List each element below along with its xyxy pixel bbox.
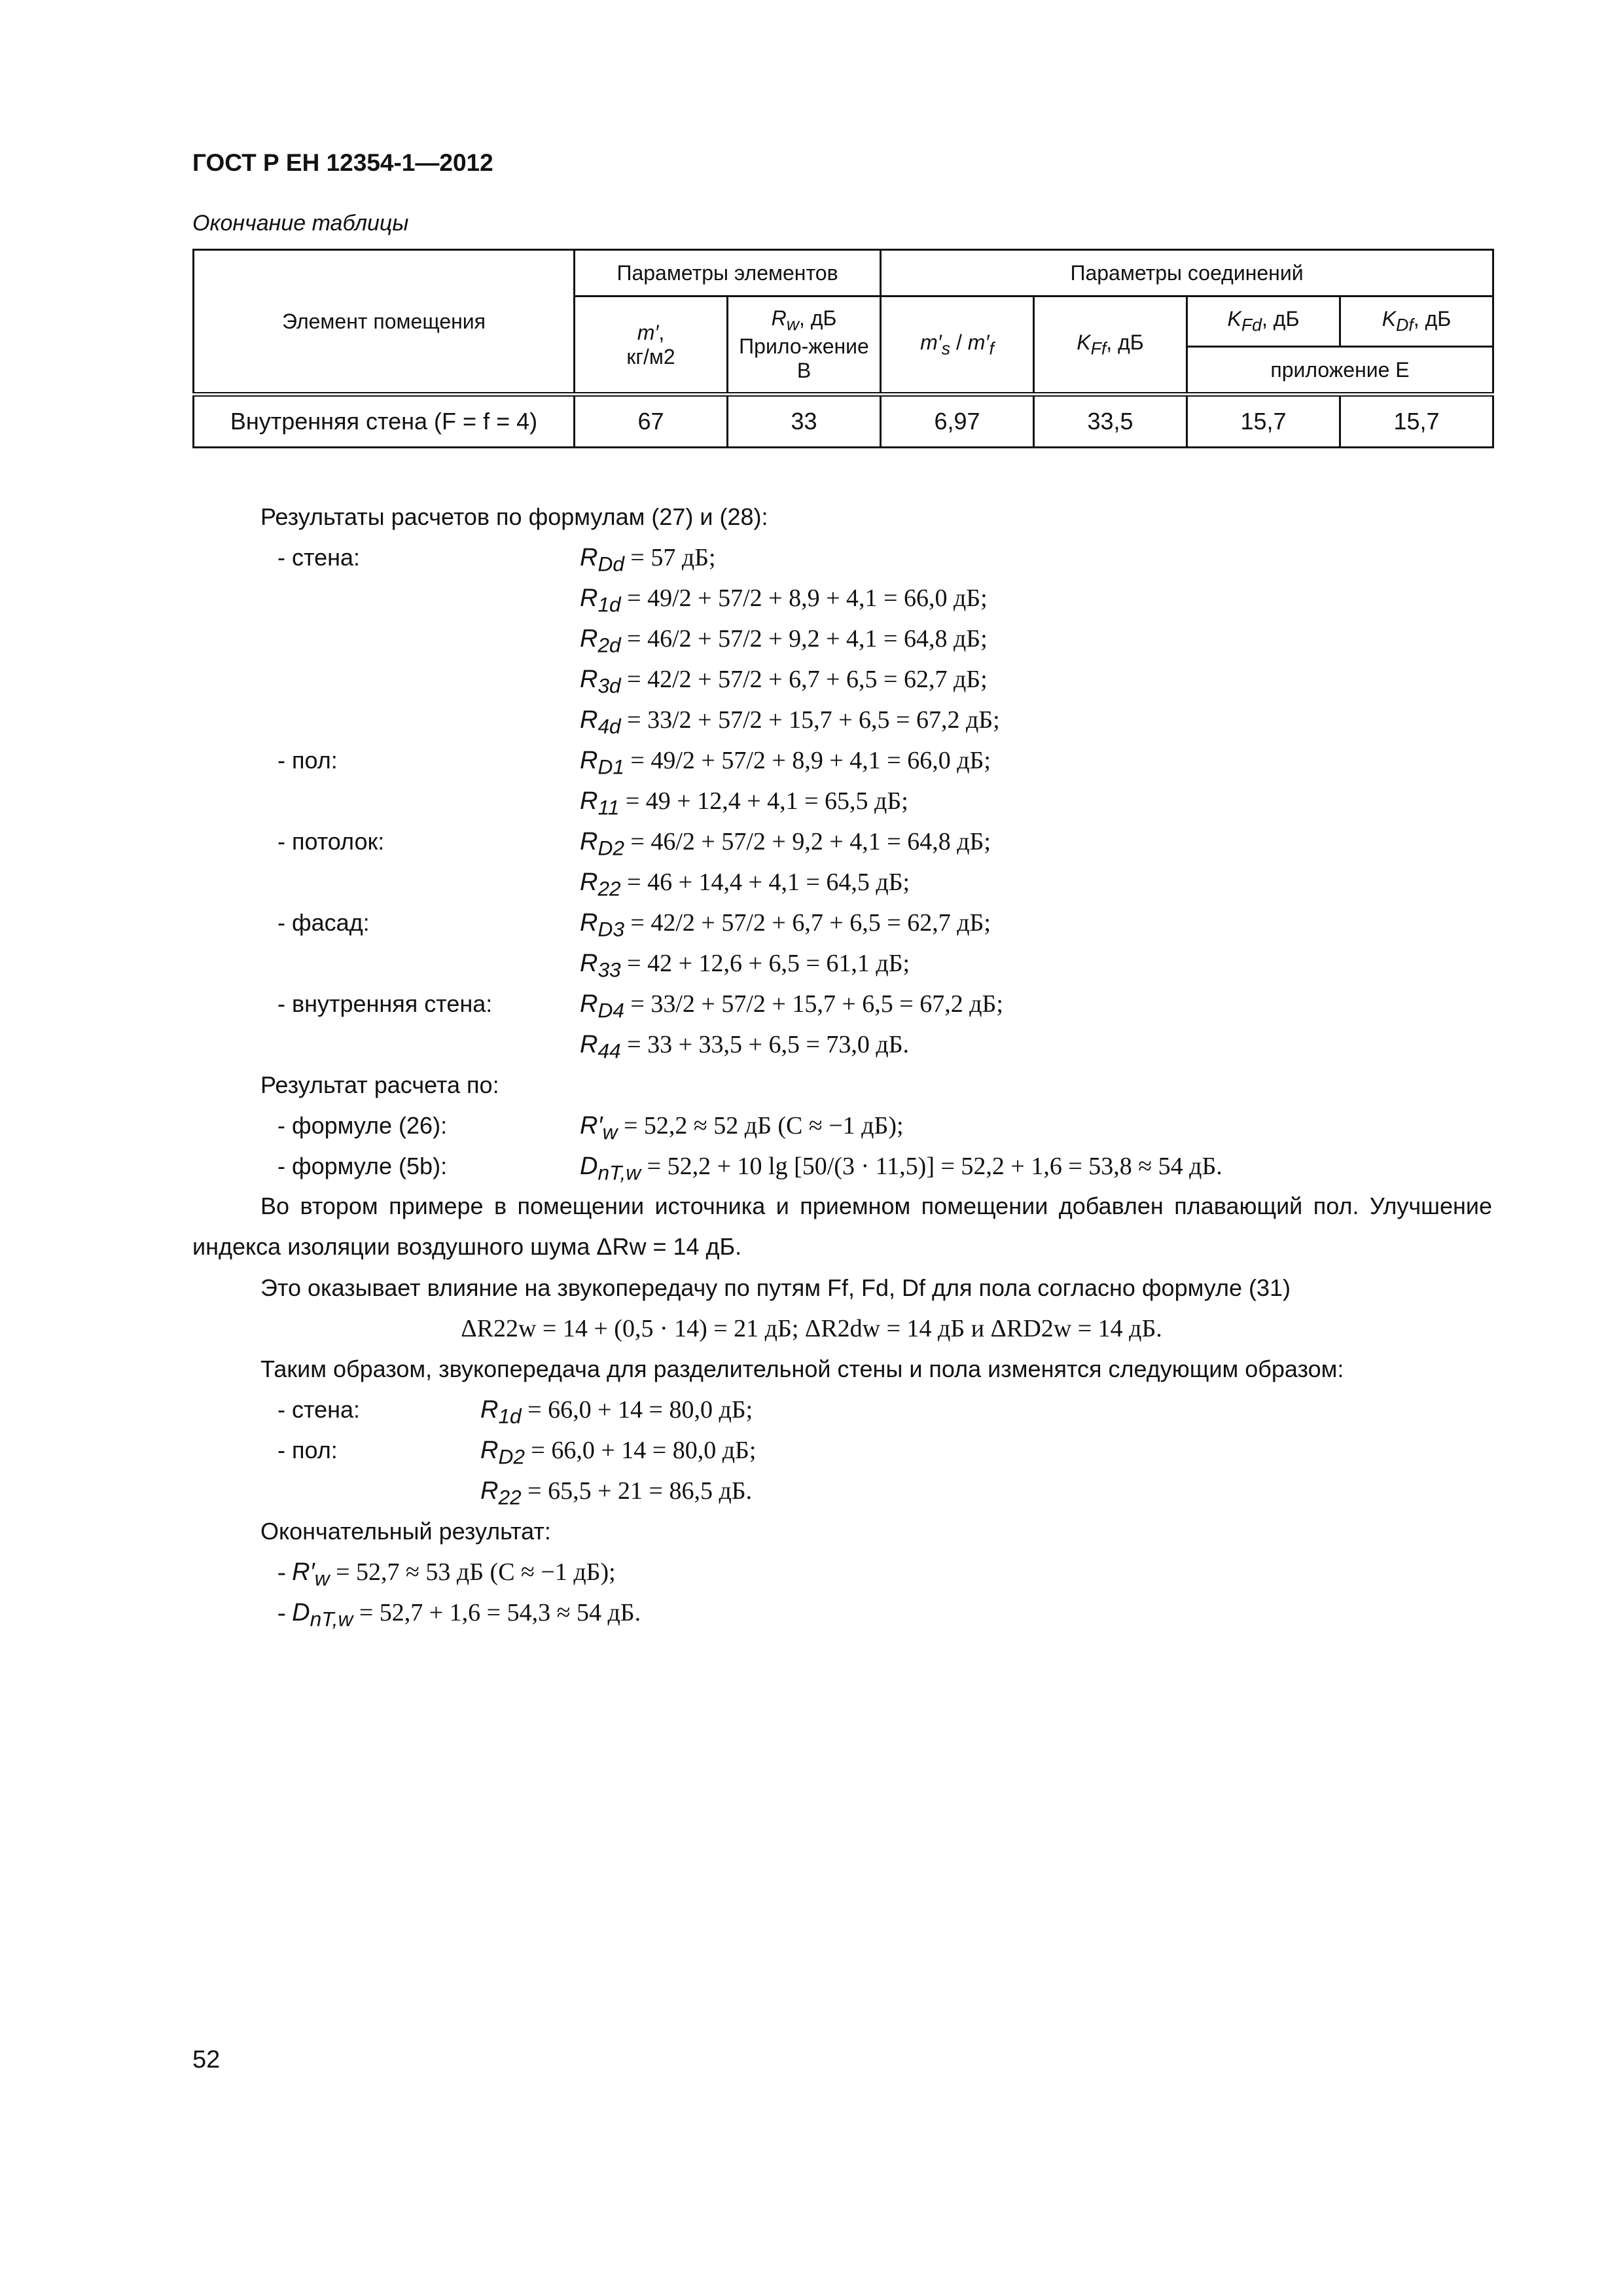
label-wall-2: - стена: [277, 1396, 360, 1423]
label-inner-wall: - внутренняя стена: [277, 990, 493, 1017]
eq-rdd: $R_{Dd} = 57$ дБ; [580, 544, 716, 576]
eq-r2d: $R_{2d} = 46/2 + 57/2 + 9,2 + 4,1 = 64,8$ дБ; [580, 625, 988, 657]
label-ceiling: - потолок: [277, 828, 385, 855]
eq-r3d: $R_{3d} = 42/2 + 57/2 + 6,7 + 6,5 = 62,7$ дБ; [580, 666, 988, 698]
eq-rd3: $R_{D3} = 42/2 + 57/2 + 6,7 + 6,5 = 62,7$ дБ; [580, 909, 991, 941]
eq-rd1: $R_{D1} = 49/2 + 57/2 + 8,9 + 4,1 = 66,0$ дБ; [580, 747, 991, 779]
table-row [194, 395, 1493, 448]
header-kff: $K_{Ff}$, дБ [1034, 296, 1187, 395]
label-floor: - пол: [277, 747, 338, 774]
paragraph-effect: Это оказывает влияние на звукопередачу по путям Ff, Fd, Df для пола согласно формуле (31) [260, 1274, 1291, 1301]
cell-element: Внутренняя стена (F = f = 4) [194, 395, 575, 448]
eq-r22: $R_{22} = 46 + 14,4 + 4,1 = 64,5$ дБ; [580, 869, 910, 901]
label-facade: - фасад: [277, 909, 370, 936]
label-floor-2: - пол: [277, 1437, 338, 1463]
label-formula-5b: - формуле (5b): [277, 1153, 448, 1179]
header-room-element: Элемент помещения [194, 250, 575, 395]
header-annex-e: приложение Е [1187, 347, 1493, 395]
document-title: ГОСТ Р ЕН 12354-1—2012 [192, 149, 493, 176]
header-element-params: Параметры элементов [575, 250, 881, 296]
eq-r44: $R_{44} = 33 + 33,5 + 6,5 = 73,0$ дБ. [580, 1031, 910, 1063]
header-kff-unit: , дБ [1106, 330, 1144, 354]
header-mass-ratio: $m'_s / m'_f$ [881, 296, 1034, 395]
cell-kdf: 15,7 [1340, 395, 1493, 448]
cell-kfd: 15,7 [1187, 395, 1340, 448]
cell-ratio: 6,97 [881, 395, 1034, 448]
page-number: 52 [192, 2046, 221, 2073]
final-dntw: - $D_{nT,w} = 52,7 + 1,6 = 54,3 \approx 54$ дБ. [277, 1599, 641, 1631]
header-rw: $R_w$, дБ Прило-жение В [728, 296, 881, 395]
cell-rw: 33 [728, 395, 881, 448]
header-joint-params: Параметры соединений [881, 250, 1493, 296]
header-kfd-unit: , дБ [1262, 307, 1300, 331]
final-rw: - $R'_w = 52,7 \approx 53$ дБ (С ≈ −1 дБ); [277, 1558, 616, 1590]
cell-mass: 67 [575, 395, 728, 448]
label-formula-26: - формуле (26): [277, 1112, 448, 1139]
header-rw-unit: , дБ [798, 306, 837, 331]
eq2-r1d: $R_{1d} = 66,0 + 14 = 80,0$ дБ; [480, 1396, 753, 1428]
header-mass-unit: кг/м2 [626, 344, 675, 368]
results-intro: Результаты расчетов по формулам (27) и (28): [260, 503, 768, 530]
header-rw-note: Прило-жение В [739, 334, 869, 383]
eq-delta: ΔR22w = 14 + (0,5 · 14) = 21 дБ; ΔR2dw = 14 дБ и ΔRD2w = 14 дБ. [461, 1315, 1162, 1342]
table-caption: Окончание таблицы [192, 211, 409, 236]
final-title: Окончательный результат: [260, 1518, 551, 1545]
paragraph-thus: Таким образом, звукопередача для разделительной стены и пола изменятся следующим образом: [260, 1355, 1344, 1382]
parameters-table [192, 249, 1494, 448]
eq-rd4: $R_{D4} = 33/2 + 57/2 + 15,7 + 6,5 = 67,2$ дБ; [580, 990, 1003, 1022]
eq-dntw: $D_{nT,w} = 52,2 + 10$ lg [50/(3 · 11,5)] = 52,2 + 1,6 = 53,8 ≈ 54 дБ. [580, 1153, 1222, 1185]
eq-r1d: $R_{1d} = 49/2 + 57/2 + 8,9 + 4,1 = 66,0$ дБ; [580, 584, 988, 617]
header-kdf-unit: , дБ [1413, 307, 1452, 331]
cell-kff: 33,5 [1034, 395, 1187, 448]
eq2-rd2: $R_{D2} = 66,0 + 14 = 80,0$ дБ; [480, 1437, 757, 1469]
eq-rw: $R'_w = 52,2 \approx 52$ дБ (С ≈ −1 дБ); [580, 1112, 904, 1144]
header-mass: m′, кг/м2 [575, 296, 728, 395]
header-kdf: $K_{Df}$, дБ [1340, 296, 1493, 347]
label-wall: - стена: [277, 544, 360, 571]
result-by: Результат расчета по: [260, 1071, 499, 1098]
eq-r11: $R_{11} = 49 + 12,4 + 4,1 = 65,5$ дБ; [580, 787, 908, 819]
eq-rd2: $R_{D2} = 46/2 + 57/2 + 9,2 + 4,1 = 64,8$ дБ; [580, 828, 991, 860]
eq-r4d: $R_{4d} = 33/2 + 57/2 + 15,7 + 6,5 = 67,2$ дБ; [580, 706, 1000, 738]
eq2-r22: $R_{22} = 65,5 + 21 = 86,5$ дБ. [480, 1477, 753, 1509]
paragraph-example: Во втором примере в помещении источника и приемном помещении добавлен плавающий пол. Улучшение индекса изоляции воздушного шума ΔRw = 14 дБ. [192, 1193, 1492, 1260]
header-kfd: $K_{Fd}$, дБ [1187, 296, 1340, 347]
eq-r33: $R_{33} = 42 + 12,6 + 6,5 = 61,1$ дБ; [580, 950, 910, 982]
